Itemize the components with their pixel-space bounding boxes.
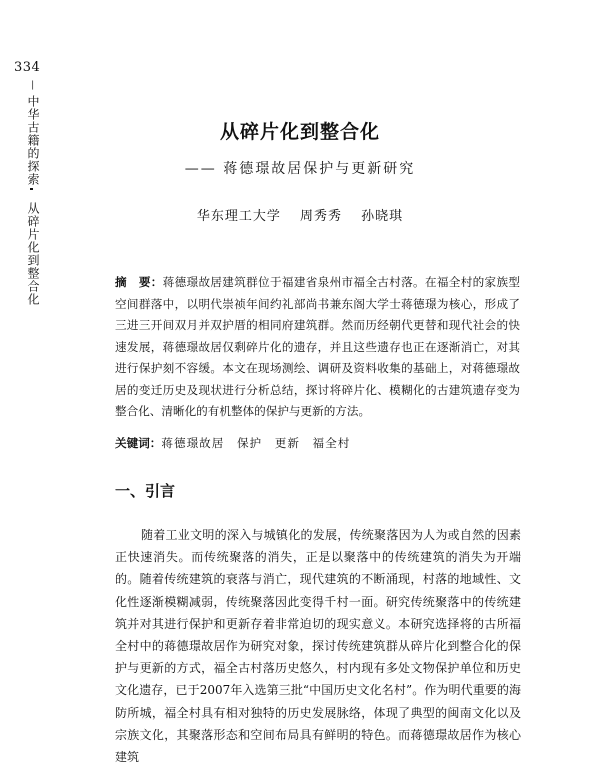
running-head-article: 从碎片化到整合化 [26,202,40,306]
keywords [115,433,520,453]
article-authors: 华东理工大学 周秀秀 孙晓琪 [196,209,404,224]
article-subtitle: —— 蒋德璟故居保护与更新研究 [184,161,416,177]
body-paragraph: 随着工业文明的深入与城镇化的发展，传统聚落因为人为或自然的因素正快速消失。而传统聚落的消失，正是以聚落中的传统建筑的消失为开端的。随着传统建筑的衰落与消亡，现代建筑的不断涌现，村落的地域性、文化性逐渐模糊减弱，传统聚落因此变得千村一面。研究传统聚落中的传统建筑并对其进行保护和更新存着非常迫切的现实意义。本研究选择将的古所福全村中的蒋德璟故居作为研究对象，探讨传统建筑群从碎片化到整合化的保护与更新的方式，福全古村落历史悠久，村内现有多处文物保护单位和历史文化遗存，已于2007年入选第三批“中国历史文化名村”。作为明代重要的海防所城，福全村具有相对独特的历史发展脉络，体现了典型的闽南文化以及宗族文化，其聚落形态和空间布局具有鲜明的特色。而蒋德璟故居作为核心建筑 [115,528,521,765]
abstract [115,272,520,423]
abstract-label: 摘 要： [115,275,163,289]
section-heading: 一、引言 [115,482,176,500]
abstract-text: 蒋德璟故居建筑群位于福建省泉州市福全古村落。在福全村的家族型空间群落中，以明代崇祯年间约礼部尚书兼东阁大学士蒋德璟为核心，形成了三进三开间双月并双护厝的相同府建筑群。然而历经朝代更替和现代社会的快速发展，蒋德璟故居仅剩碎片化的遗存，并且这些遗存也正在逐渐消亡，对其进行保护刻不容缓。本文在现场测绘、调研及资料收集的基础上，对蒋德璟故居的变迁历史及现状进行分析总结，探讨将碎片化、模糊化的古建筑遗存变为整合化、清晰化的有机整体的保护与更新的方法。 [115,275,520,418]
keywords-label: 关键词： [115,436,162,450]
running-head-journal: 中华古籍的探索 [26,95,40,186]
side-dash: — [27,80,38,91]
running-head-divider [30,188,33,190]
keywords-value: 蒋德璟故居 保护 更新 福全村 [161,436,351,450]
page-number: 334 [14,60,41,75]
article-title: 从碎片化到整合化 [219,121,380,143]
